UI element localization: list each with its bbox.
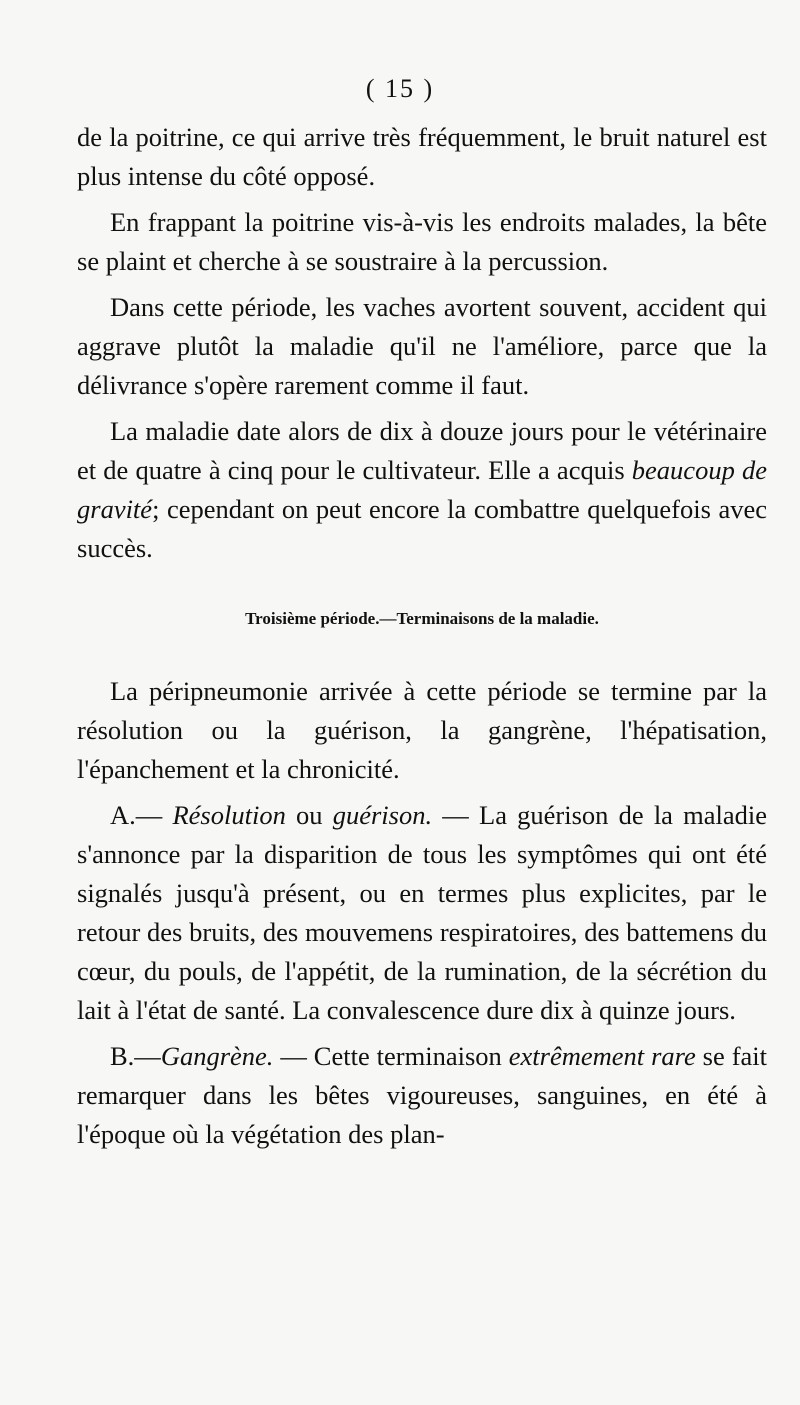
subsection-a-title-2: guérison. (332, 800, 433, 830)
paragraph-3: Dans cette période, les vaches avortent souvent, accident qui aggrave plutôt la maladie qu'il ne l'améliore, parce que la délivrance s'opère rarement comme il faut. (77, 292, 767, 400)
paragraph-6 (77, 796, 767, 1030)
paragraph-4-text-b: ; cependant on peut encore la combattre quelquefois avec succès. (77, 494, 767, 563)
subsection-a-text: — La guérison de la maladie s'annonce par la disparition de tous les symptômes qui ont été signalés jusqu'à présent, ou en termes plus explicites, par le retour des bruits, des mouvemens respiratoires, des battemens du cœur, du pouls, de l'appétit, de la rumination, de la sécrétion du lait à l'état de santé. La convalescence dure dix à quinze jours. (77, 800, 768, 1025)
section-heading: Troisième période.—Terminaisons de la maladie. (245, 609, 599, 628)
paragraph-7 (77, 1037, 767, 1154)
subsection-b-text-a: — Cette terminaison (273, 1041, 509, 1071)
subsection-a-connector: ou (285, 800, 333, 830)
page-number: ( 15 ) (365, 74, 435, 103)
body-text (77, 118, 767, 1161)
paragraph-2: En frappant la poitrine vis-à-vis les endroits malades, la bête se plaint et cherche à se soustraire à la percussion. (77, 207, 767, 276)
subsection-b-emphasis: extrêmement rare (508, 1041, 696, 1071)
paragraph-4-emphasis: beaucoup de gravité (77, 455, 767, 524)
subsection-a-letter: A.— (110, 800, 173, 830)
subsection-b-letter: B.— (110, 1041, 161, 1071)
subsection-b-text-b: se fait remarquer dans les bêtes vigoureuses, sanguines, en été à l'époque où la végétation des plan- (77, 1041, 768, 1149)
paragraph-5: La péripneumonie arrivée à cette période se termine par la résolution ou la guérison, la gangrène, l'hépatisation, l'épanchement et la chronicité. (77, 676, 767, 784)
paragraph-4-text-a: La maladie date alors de dix à douze jours pour le vétérinaire et de quatre à cinq pour le cultivateur. Elle a acquis (77, 416, 767, 485)
subsection-a-title-1: Résolution (172, 800, 286, 830)
paragraph-4 (77, 412, 767, 568)
paragraph-1: de la poitrine, ce qui arrive très fréquemment, le bruit naturel est plus intense du côté opposé. (77, 122, 767, 191)
subsection-b-title: Gangrène. (160, 1041, 274, 1071)
